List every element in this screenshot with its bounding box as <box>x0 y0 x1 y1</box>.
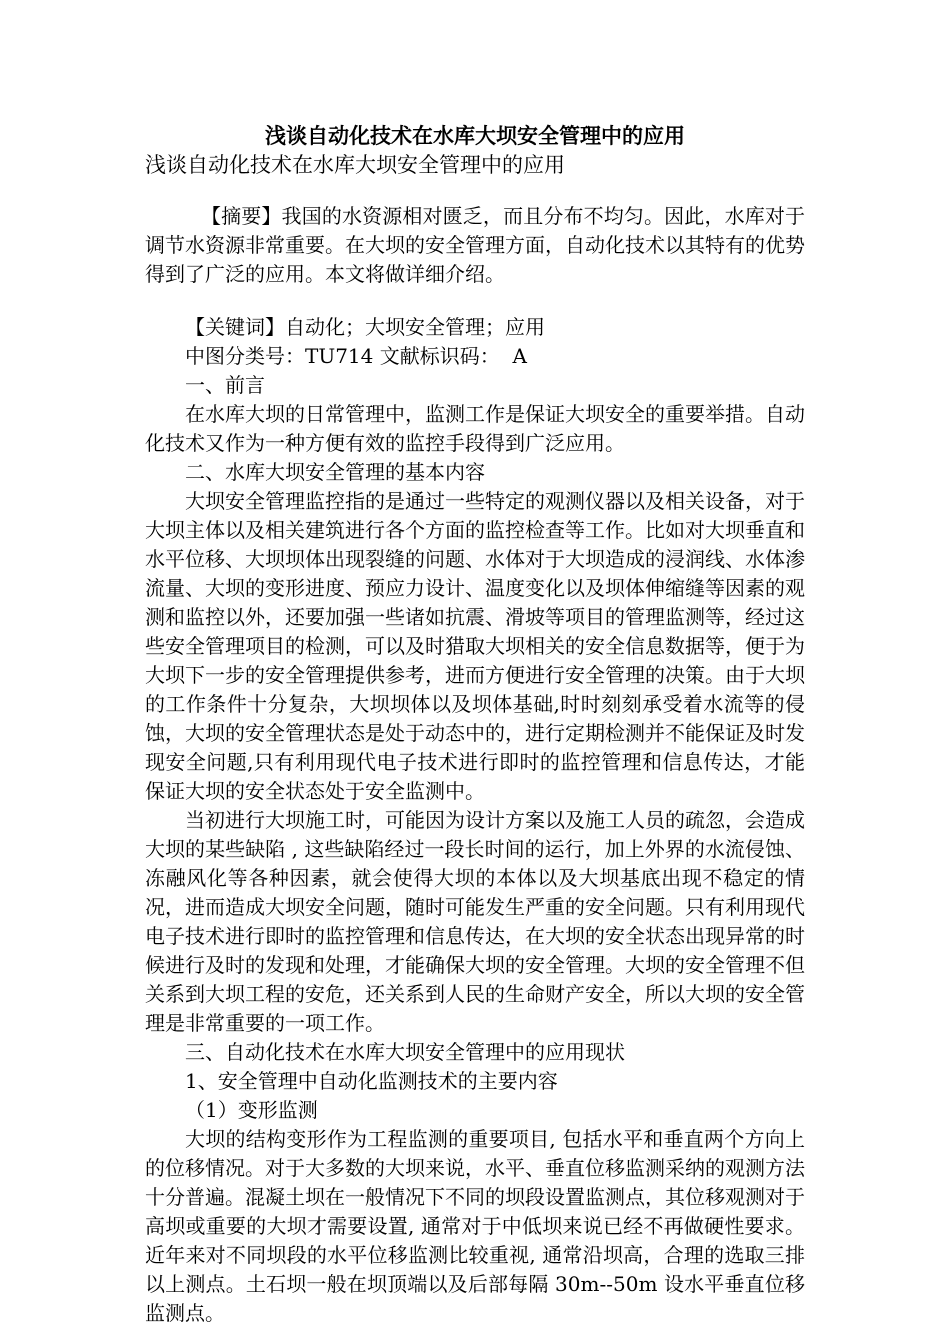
deformation-monitoring-paragraph: 大坝的结构变形作为工程监测的重要项目, 包括水平和垂直两个方向上的位移情况。对于大多数的大坝来说，水平、垂直位移监测采纳的观测方法十分普遍。混凝土坝在一般情况下不同的坝段设置监测点，其位移观测对于高坝或重要的大坝才需要设置, 通常对于中低坝来说已经不再做硬性要求。近年来对不同坝段的水平位移监测比较重视, 通常沿坝高，合理的选取三排以上测点。土石坝一般在坝顶端以及后部每隔 30m--50m 设水平垂直位移监测点。 <box>145 1127 805 1325</box>
document-subtitle: 浅谈自动化技术在水库大坝安全管理中的应用 <box>145 153 565 177</box>
document-page <box>145 120 805 1328</box>
basic-content-paragraph-1: 大坝安全管理监控指的是通过一些特定的观测仪器以及相关设备，对于大坝主体以及相关建筑进行各个方面的监控检查等工作。比如对大坝垂直和水平位移、大坝坝体出现裂缝的问题、水体对于大坝造成的浸润线、水体渗流量、大坝的变形进度、预应力设计、温度变化以及坝体伸缩缝等因素的观测和监控以外，还要加强一些诸如抗震、滑坡等项目的管理监测等，经过这些安全管理项目的检测，可以及时猎取大坝相关的安全信息数据等，便于为大坝下一步的安全管理提供参考，进而方便进行安全管理的决策。由于大坝的工作条件十分复杂，大坝坝体以及坝体基础,时时刻刻承受着水流等的侵蚀，大坝的安全管理状态是处于动态中的，进行定期检测并不能保证及时发现安全问题,只有利用现代电子技术进行即时的监控管理和信息传达，才能保证大坝的安全状态处于安全监测中。 <box>145 489 805 803</box>
section-heading-introduction: 一、前言 <box>185 373 265 397</box>
spacer <box>145 289 805 313</box>
document-title: 浅谈自动化技术在水库大坝安全管理中的应用 <box>265 124 685 148</box>
section-heading-basic-content: 二、水库大坝安全管理的基本内容 <box>185 460 485 484</box>
keywords-line: 【关键词】自动化；大坝安全管理；应用 <box>185 315 545 339</box>
introduction-paragraph: 在水库大坝的日常管理中，监测工作是保证大坝安全的重要举措。自动化技术又作为一种方便有效的监控手段得到广泛应用。 <box>145 402 805 455</box>
section-heading-application-status: 三、自动化技术在水库大坝安全管理中的应用现状 <box>185 1040 625 1064</box>
abstract-paragraph: 【摘要】我国的水资源相对匮乏，而且分布不均匀。因此，水库对于调节水资源非常重要。在大坝的安全管理方面，自动化技术以其特有的优势得到了广泛的应用。本文将做详细介绍。 <box>145 204 805 286</box>
item-heading-deformation-monitoring: （1）变形监测 <box>185 1098 318 1122</box>
classification-line: 中图分类号：TU714 文献标识码： A <box>185 344 527 368</box>
subsection-heading-monitoring-content: 1、安全管理中自动化监测技术的主要内容 <box>185 1069 558 1093</box>
basic-content-paragraph-2: 当初进行大坝施工时，可能因为设计方案以及施工人员的疏忽，会造成大坝的某些缺陷 , 这些缺陷经过一段长时间的运行，加上外界的水流侵蚀、冻融风化等各种因素，就会使得大坝的本体以及大坝基底出现不稳定的情况，进而造成大坝安全问题，随时可能发生严重的安全问题。只有利用现代电子技术进行即时的监控管理和信息传达，在大坝的安全状态出现异常的时候进行及时的发现和处理，才能确保大坝的安全管理。大坝的安全管理不但关系到大坝工程的安危，还关系到人民的生命财产安全，所以大坝的安全管理是非常重要的一项工作。 <box>145 808 805 1035</box>
